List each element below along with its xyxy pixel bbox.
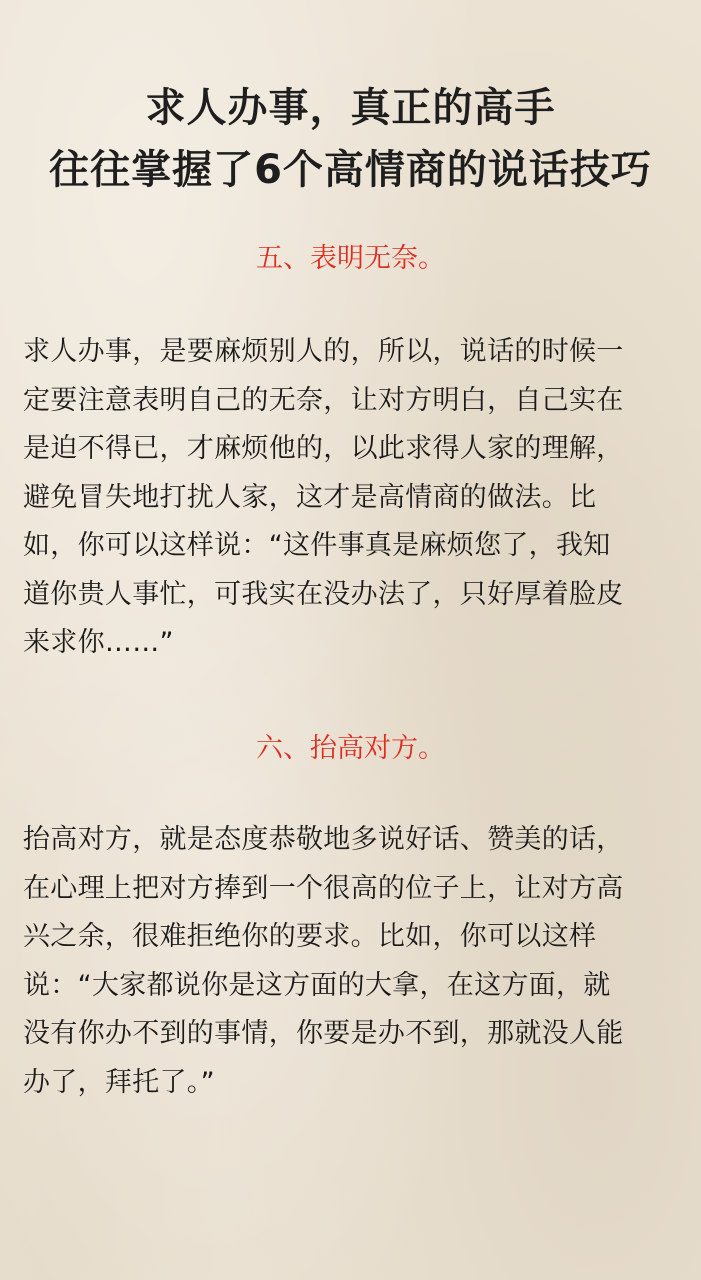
paragraph-line: 求人办事，是要麻烦别人的，所以，说话的时候一 bbox=[23, 336, 624, 367]
paragraph-line: 办了，拜托了。” bbox=[23, 1066, 215, 1098]
paragraph-line: 如，你可以这样说：“这件事真是麻烦您了，我知 bbox=[23, 530, 611, 561]
section-heading-six: 六、抬高对方。 bbox=[256, 733, 445, 764]
paragraph-line: 抬高对方，就是态度恭敬地多说好话、赞美的话， bbox=[23, 824, 624, 855]
section-six-paragraph bbox=[23, 816, 683, 1107]
paragraph-line: 道你贵人事忙，可我实在没办法了，只好厚着脸皮 bbox=[23, 578, 624, 610]
paragraph-line: 说：“大家都说你是这方面的大拿，在这方面，就 bbox=[23, 969, 611, 1001]
article-title-line-2: 往往掌握了6个高情商的说话技巧 bbox=[49, 147, 652, 193]
paragraph-line: 避免冒失地打扰人家，这才是高情商的做法。比 bbox=[23, 481, 597, 513]
section-five-paragraph bbox=[23, 328, 683, 668]
paragraph-line: 兴之余，很难拒绝你的要求。比如，你可以这样 bbox=[23, 921, 597, 952]
paragraph-line: 在心理上把对方捧到一个很高的位子上，让对方高 bbox=[23, 872, 624, 904]
paragraph-line: 没有你办不到的事情，你要是办不到，那就没人能 bbox=[23, 1018, 624, 1049]
paragraph-line: 来求你……” bbox=[23, 627, 174, 658]
article-title-line-1: 求人办事，真正的高手 bbox=[145, 85, 556, 131]
paragraph-line: 是迫不得已，才麻烦他的，以此求得人家的理解， bbox=[23, 433, 624, 464]
paragraph-line: 定要注意表明自己的无奈，让对方明白，自己实在 bbox=[23, 384, 624, 416]
section-heading-five: 五、表明无奈。 bbox=[256, 243, 445, 274]
